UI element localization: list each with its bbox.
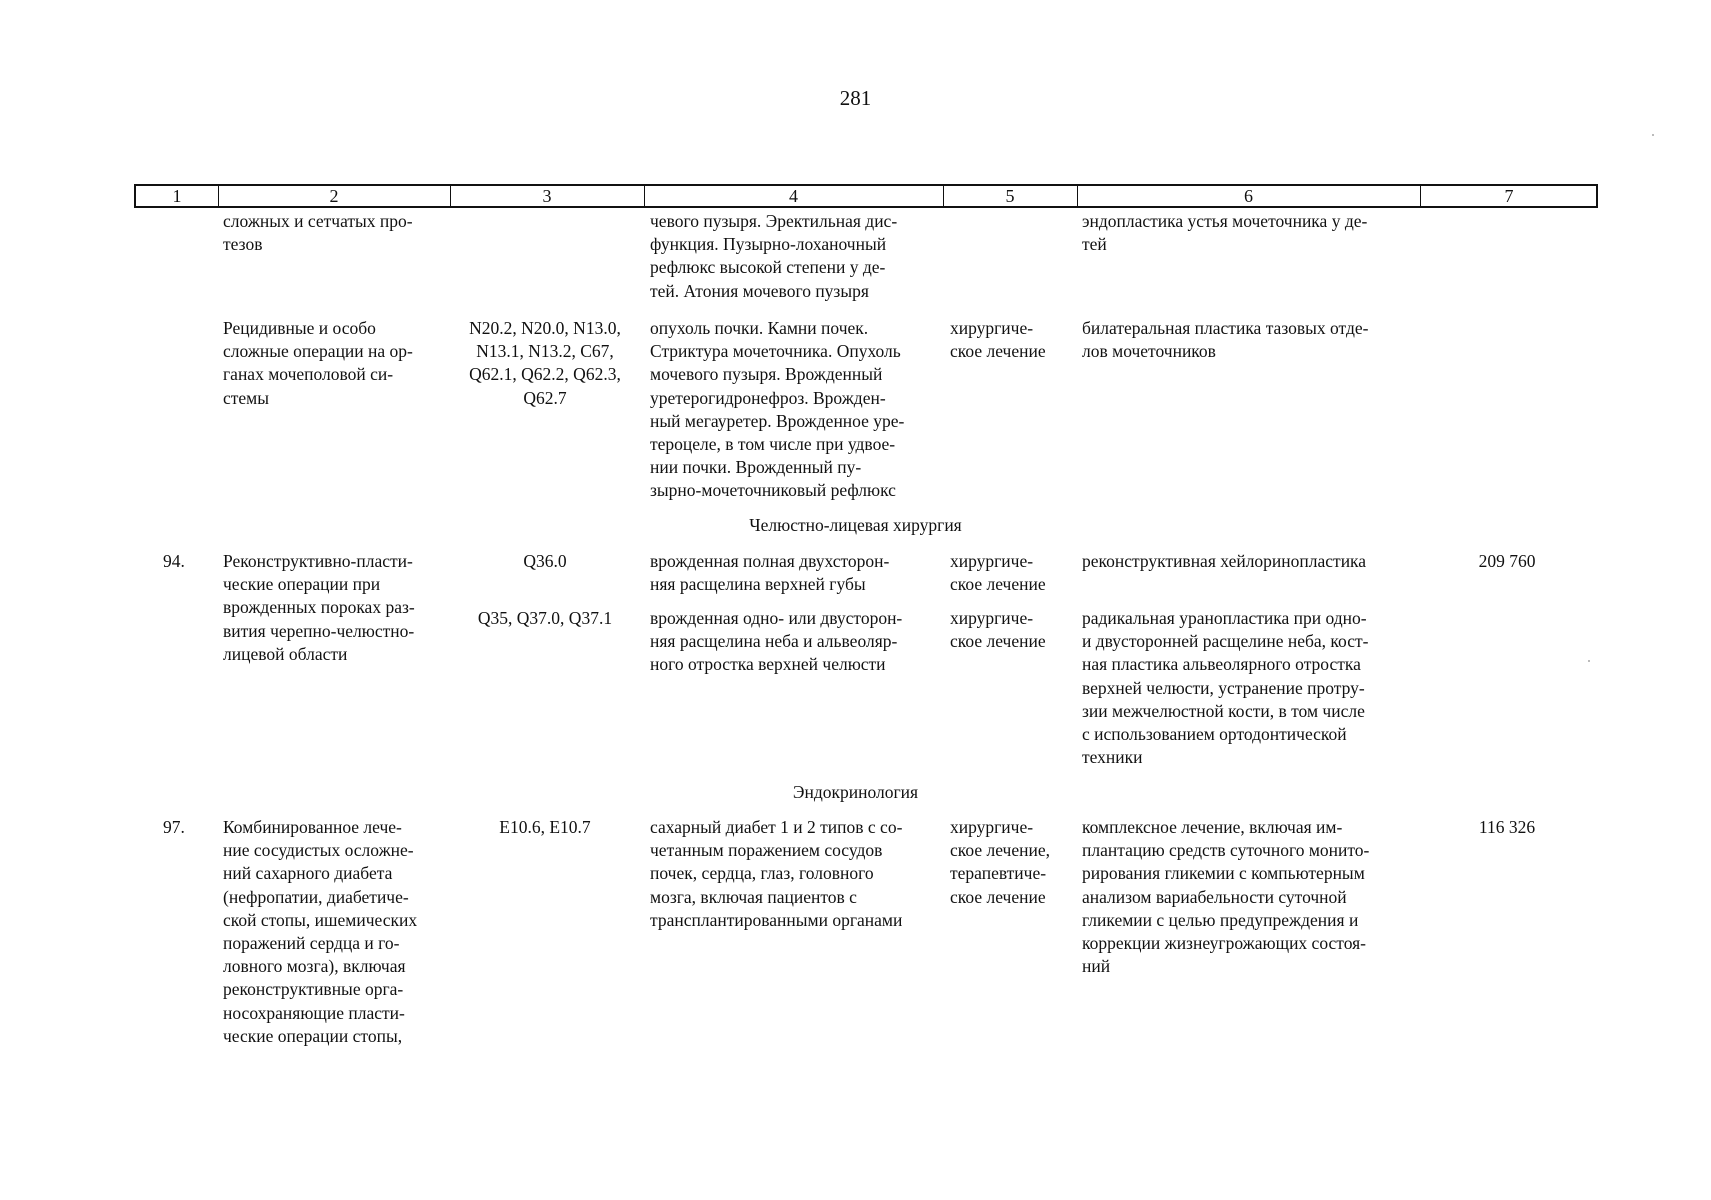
row-97-number: 97. — [163, 817, 185, 837]
table-header-row — [134, 184, 1598, 208]
recidive-col5: хирургиче- ское лечение — [950, 318, 1046, 362]
row-97-price: 116 326 — [1478, 817, 1536, 837]
section-title-maxillofacial: Челюстно-лицевая хирургия — [749, 515, 962, 535]
column-header-5: 5 — [1005, 186, 1015, 206]
row-94-sub1-col3: Q36.0 — [523, 551, 567, 571]
column-header-4: 4 — [789, 186, 798, 206]
row-94-price: 209 760 — [1478, 551, 1536, 571]
row-97-col5: хирургиче- ское лечение, терапевтиче- ское лечение — [950, 817, 1050, 907]
row-94-sub2-col6: радикальная уранопластика при одно- и двусторонней расщелине неба, кост- ная пластика альвеолярного отростка верхней челюсти, устранение протру- зии межчелюстной кости, в том числе с использованием ортодонтической техники — [1082, 608, 1369, 768]
row-94-sub2-col5: хирургиче- ское лечение — [950, 608, 1046, 652]
recidive-col2: Рецидивные и особо сложные операции на ор- ганах мочеполовой си- стемы — [223, 318, 413, 408]
continuation-col2: сложных и сетчатых про- тезов — [223, 211, 413, 255]
row-97-col6: комплексное лечение, включая им- плантацию средств суточного монито- рирования гликемии с компьютерным анализом вариабельности суточной гликемии с целью предупреждения и коррекции жизнеугрожающих состоя- ний — [1082, 817, 1370, 977]
column-header-7: 7 — [1504, 186, 1514, 206]
row-94-sub1-col5: хирургиче- ское лечение — [950, 551, 1046, 595]
row-94-col2: Реконструктивно-пласти- ческие операции при врожденных пороках раз- вития черепно-челюстно- лицевой области — [223, 551, 415, 664]
page-number: 281 — [839, 86, 872, 110]
row-94-sub2-col3: Q35, Q37.0, Q37.1 — [477, 608, 613, 628]
column-header-6: 6 — [1244, 186, 1253, 206]
row-97-col4: сахарный диабет 1 и 2 типов с со- четанным поражением сосудов почек, сердца, глаз, головного мозга, включая пациентов с трансплантированными органами — [650, 817, 903, 930]
recidive-col3: N20.2, N20.0, N13.0, N13.1, N13.2, C67, Q62.1, Q62.2, Q62.3, Q62.7 — [469, 318, 621, 408]
row-97-col3: E10.6, E10.7 — [499, 817, 591, 837]
row-94-sub2-col4: врожденная одно- или двусторон- няя расщелина неба и альвеоляр- ного отростка верхней челюсти — [650, 608, 903, 675]
scan-speck — [1588, 660, 1590, 662]
continuation-col4: чевого пузыря. Эректильная дис- функция. Пузырно-лоханочный рефлюкс высокой степени у де- тей. Атония мочевого пузыря — [650, 211, 898, 301]
row-97-col2: Комбинированное лече- ние сосудистых осложне- ний сахарного диабета (нефропатии, диабетиче- ской стопы, ишемических поражений сердца и го- ловного мозга), включая реконструктивные орга- носохраняющие пласти- ческие операции стопы, — [223, 817, 418, 1046]
row-94-sub1-col4: врожденная полная двухсторон- няя расщелина верхней губы — [650, 551, 890, 595]
recidive-col4: опухоль почки. Камни почек. Стриктура мочеточника. Опухоль мочевого пузыря. Врожденный уретерогидронефроз. Врожден- ный мегауретер. Врожденное уре- тероцеле, в том числе при удвое- нии почки. Врожденный пу- зырно-мочеточниковый рефлюкс — [650, 318, 905, 501]
column-header-3: 3 — [542, 186, 552, 206]
scan-speck — [1652, 134, 1654, 136]
recidive-col6: билатеральная пластика тазовых отде- лов мочеточников — [1082, 318, 1369, 362]
continuation-col6: эндопластика устья мочеточника у де- тей — [1082, 211, 1368, 255]
column-header-1: 1 — [172, 186, 182, 206]
row-94-number: 94. — [163, 551, 185, 571]
column-header-2: 2 — [329, 186, 339, 206]
section-title-endocrinology: Эндокринология — [792, 782, 919, 802]
row-94-sub1-col6: реконструктивная хейлоринопластика — [1082, 551, 1367, 571]
